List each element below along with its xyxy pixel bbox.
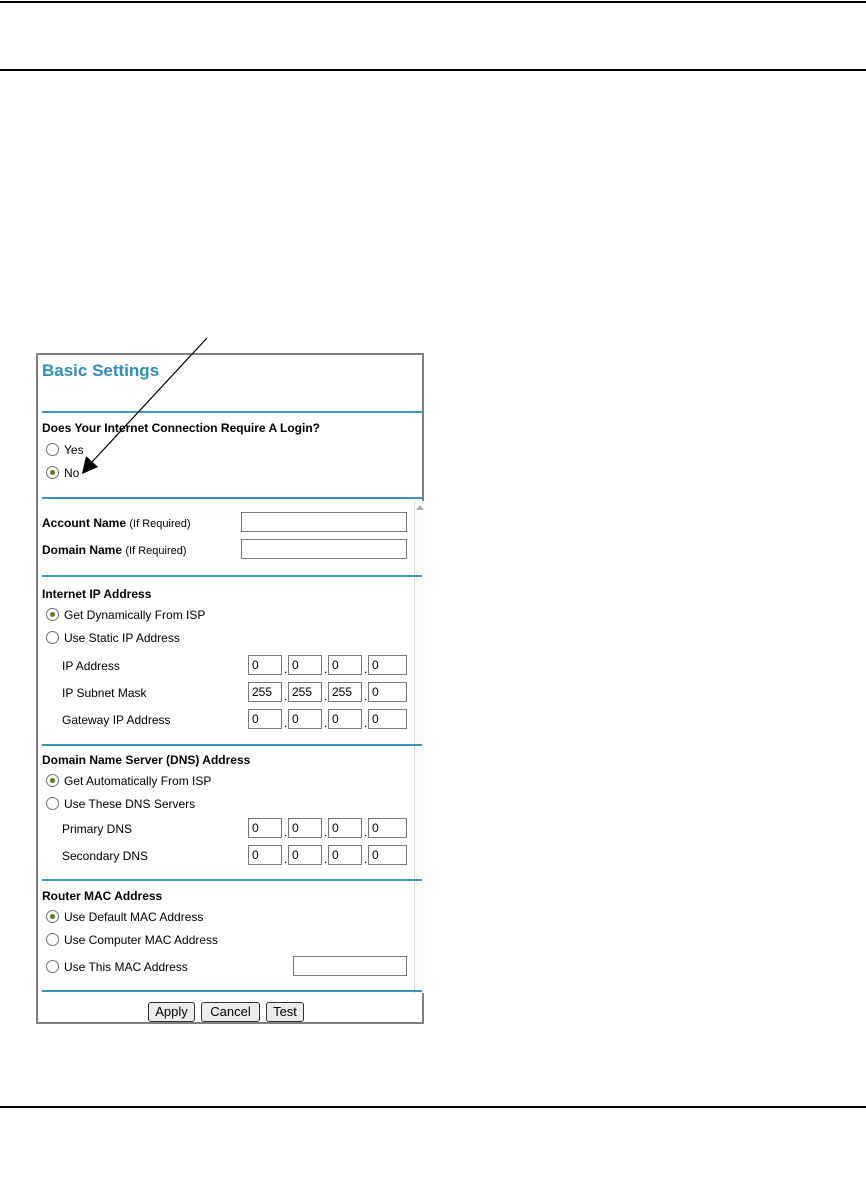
ip-address-octet-3[interactable]: 0: [328, 655, 362, 675]
subnet-octet-2[interactable]: 255: [288, 682, 322, 702]
gateway-octet-4[interactable]: 0: [368, 709, 407, 729]
secondary-dns-label: Secondary DNS: [62, 849, 149, 863]
gateway-octet-3[interactable]: 0: [328, 709, 362, 729]
subnet-mask-label: IP Subnet Mask: [62, 686, 147, 700]
login-yes-label: Yes: [64, 443, 84, 457]
ip-static-label: Use Static IP Address: [64, 631, 180, 645]
subnet-octet-1[interactable]: 255: [248, 682, 282, 702]
ip-dynamic-label: Get Dynamically From ISP: [64, 608, 206, 622]
gateway-octet-1[interactable]: 0: [248, 709, 282, 729]
octet-separator: .: [364, 716, 368, 730]
secondary-dns-octet-2[interactable]: 0: [288, 845, 322, 865]
account-name-text: Account Name: [42, 516, 127, 530]
octet-separator: .: [324, 716, 328, 730]
secondary-dns-octet-4[interactable]: 0: [368, 845, 407, 865]
mac-heading: Router MAC Address: [42, 889, 163, 903]
gateway-octet-2[interactable]: 0: [288, 709, 322, 729]
gateway-label: Gateway IP Address: [62, 713, 171, 727]
secondary-dns-octet-3[interactable]: 0: [328, 845, 362, 865]
cancel-button[interactable]: Cancel: [201, 1002, 260, 1022]
domain-name-text: Domain Name: [42, 543, 123, 557]
octet-separator: .: [284, 716, 288, 730]
login-no-label: No: [64, 466, 80, 480]
octet-separator: .: [324, 852, 328, 866]
octet-separator: .: [364, 689, 368, 703]
mac-default-label: Use Default MAC Address: [64, 910, 204, 924]
octet-separator: .: [284, 662, 288, 676]
mac-computer-label: Use Computer MAC Address: [64, 933, 219, 947]
apply-button[interactable]: Apply: [148, 1002, 195, 1022]
panel-title: Basic Settings: [42, 361, 160, 380]
dns-manual-label: Use These DNS Servers: [64, 797, 196, 811]
secondary-dns-octet-1[interactable]: 0: [248, 845, 282, 865]
login-question: Does Your Internet Connection Require A Login?: [42, 421, 321, 435]
octet-separator: .: [364, 662, 368, 676]
octet-separator: .: [364, 825, 368, 839]
subnet-octet-4[interactable]: 0: [368, 682, 407, 702]
ip-address-octet-1[interactable]: 0: [248, 655, 282, 675]
primary-dns-octet-2[interactable]: 0: [288, 818, 322, 838]
dns-auto-label: Get Automatically From ISP: [64, 774, 212, 788]
callout-arrow-line: [92, 338, 207, 462]
ip-address-octet-4[interactable]: 0: [368, 655, 407, 675]
octet-separator: .: [324, 825, 328, 839]
primary-dns-octet-1[interactable]: 0: [248, 818, 282, 838]
octet-separator: .: [364, 852, 368, 866]
octet-separator: .: [284, 825, 288, 839]
octet-separator: .: [284, 689, 288, 703]
ip-address-label: IP Address: [62, 659, 120, 673]
internet-ip-heading: Internet IP Address: [42, 587, 152, 601]
primary-dns-octet-3[interactable]: 0: [328, 818, 362, 838]
octet-separator: .: [284, 852, 288, 866]
mac-custom-label: Use This MAC Address: [64, 960, 188, 974]
octet-separator: .: [324, 662, 328, 676]
octet-separator: .: [324, 689, 328, 703]
ip-address-octet-2[interactable]: 0: [288, 655, 322, 675]
primary-dns-label: Primary DNS: [62, 822, 133, 836]
primary-dns-octet-4[interactable]: 0: [368, 818, 407, 838]
domain-if-required: (If Required): [125, 545, 187, 557]
test-button[interactable]: Test: [266, 1002, 304, 1022]
subnet-octet-3[interactable]: 255: [328, 682, 362, 702]
dns-heading: Domain Name Server (DNS) Address: [42, 753, 251, 767]
account-if-required: (If Required): [129, 518, 191, 530]
